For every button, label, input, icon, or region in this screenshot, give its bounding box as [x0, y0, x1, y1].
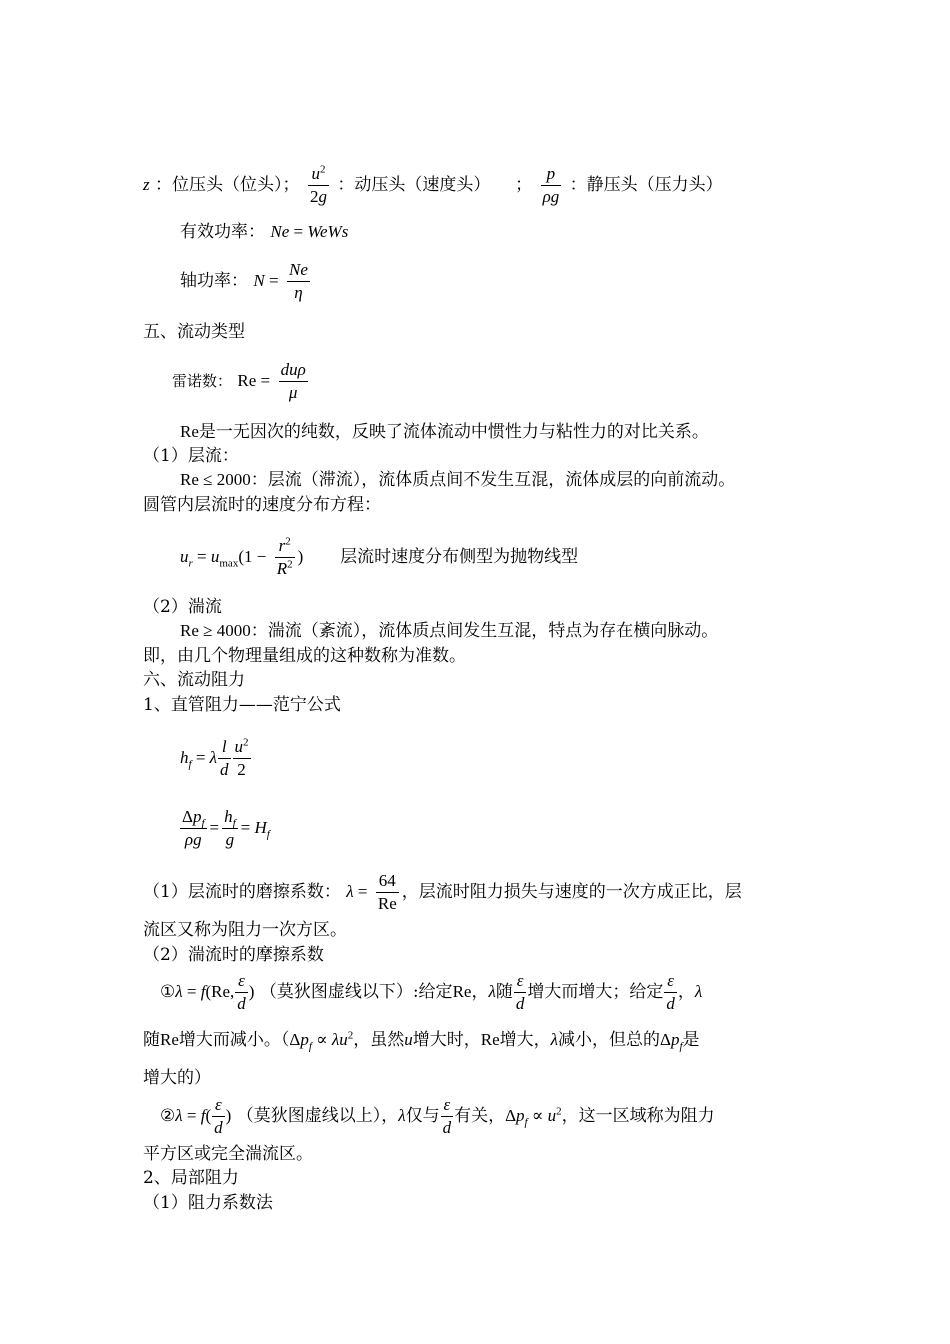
criterion-number-note: 即，由几个物理量组成的这种数称为准数。 [143, 646, 466, 666]
reynolds-description-line: Re是一无因次的纯数，反映了流体流动中惯性力与粘性力的对比关系。 [180, 422, 709, 442]
z-description: ：位压头（位头）； [155, 175, 300, 195]
head-definitions-line: z ：位压头（位头）； $\frac{u^2}{2g}$ ：动压头（速度头） ； $\frac{p}{\rho g}$ ：静压头（压力头） [143, 163, 723, 206]
turbulent-heading: （2）湍流 [143, 597, 222, 617]
straight-pipe-heading: 1、直管阻力——范宁公式 [143, 695, 341, 715]
dynamic-head-description: ：动压头（速度头） [337, 175, 491, 195]
effective-power-line [180, 220, 348, 244]
turbulent-description-line: Re ≥ 4000：湍流（紊流），流体质点间发生互混，特点为存在横向脉动。 [180, 621, 719, 641]
laminar-friction-line-2: 流区又称为阻力一次方区。 [143, 920, 347, 940]
item1-line-2: 随Re增大而减小。（$\Delta p_f \propto \lambda u^2$，虽然u增大时，Re增大，λ减小，但总的$\Delta p_f$是 [143, 1029, 700, 1053]
pressure-drop-formula: $\frac{\Delta p_f}{\rho g}$ = $\frac{h_f}{g}$ = $H_f$ [182, 807, 270, 849]
velocity-profile-line: $u_r = u_{max}(1$ − $\frac{r^2}{R^2}$ ) 层流时速度分布侧型为抛物线型 [180, 535, 579, 578]
static-head-fraction: $\frac{p}{\rho g}$ [542, 164, 560, 206]
laminar-equation-intro: 圆管内层流时的速度分布方程： [143, 495, 381, 515]
section-heading-flow-type: 五、流动类型 [143, 322, 245, 342]
shaft-power-fraction: $\frac{Ne}{\eta}$ [289, 260, 308, 302]
dynamic-head-fraction: $\frac{u^2}{2g}$ [309, 163, 327, 206]
reynolds-label: 雷诺数： [172, 372, 233, 390]
static-head-description: ：静压头（压力头） [569, 175, 723, 195]
shaft-power-line: 轴功率： N = $\frac{Ne}{\eta}$ [180, 260, 308, 302]
reynolds-number-line: 雷诺数： Re = $\frac{\text{duρ}}{\mu}$ [172, 360, 306, 402]
resistance-coefficient-method: （1）阻力系数法 [143, 1193, 273, 1213]
local-resistance-heading: 2、局部阻力 [143, 1168, 239, 1188]
separator: ； [515, 175, 533, 195]
fanning-formula: $h_f = \lambda$ $\frac{l}{d}$ $\frac{u^2}{2}$ [180, 736, 249, 779]
effective-power-label: 有效功率： [180, 222, 265, 242]
item2-line-2: 平方区或完全湍流区。 [143, 1144, 313, 1164]
laminar-description-line: Re ≤ 2000：层流（滞流），流体质点间不发生互混，流体成层的向前流动。 [180, 470, 736, 490]
item1-line-3: 增大的） [143, 1068, 211, 1088]
effective-power-formula: Ne = WeWs [270, 222, 349, 241]
item1-line-1: ①λ = f(Re, $\frac{\varepsilon}{d}$ ) （莫狄图虚线以下）:给定Re，λ随 $\frac{\varepsilon}{d}$ 增大而增大；给定 $\frac{\varepsilon}{d}$ ，λ [160, 971, 703, 1013]
turbulent-friction-heading: （2）湍流时的摩擦系数 [143, 945, 324, 965]
reynolds-fraction: $\frac{\text{duρ}}{\mu}$ [280, 360, 306, 402]
laminar-friction-line: （1）层流时的磨擦系数： λ = $\frac{64}{Re}$ ，层流时阻力损失与速度的一次方成正比，层 [143, 871, 742, 913]
velocity-profile-fraction: $\frac{r^2}{R^2}$ [276, 535, 293, 578]
laminar-heading: （1）层流： [143, 446, 239, 466]
laminar-friction-fraction: $\frac{64}{Re}$ [377, 871, 397, 913]
item2-line-1: ②λ = f( $\frac{\varepsilon}{d}$ ) （莫狄图虚线以上），λ仅与 $\frac{\varepsilon}{d}$ 有关，$\Delta p_f \propto u^2$，这一区域称为阻力 [160, 1095, 715, 1137]
shaft-power-label: 轴功率： [180, 271, 248, 291]
section-heading-resistance: 六、流动阻力 [143, 670, 245, 690]
laminar-profile-note: 层流时速度分布侧型为抛物线型 [340, 547, 579, 567]
